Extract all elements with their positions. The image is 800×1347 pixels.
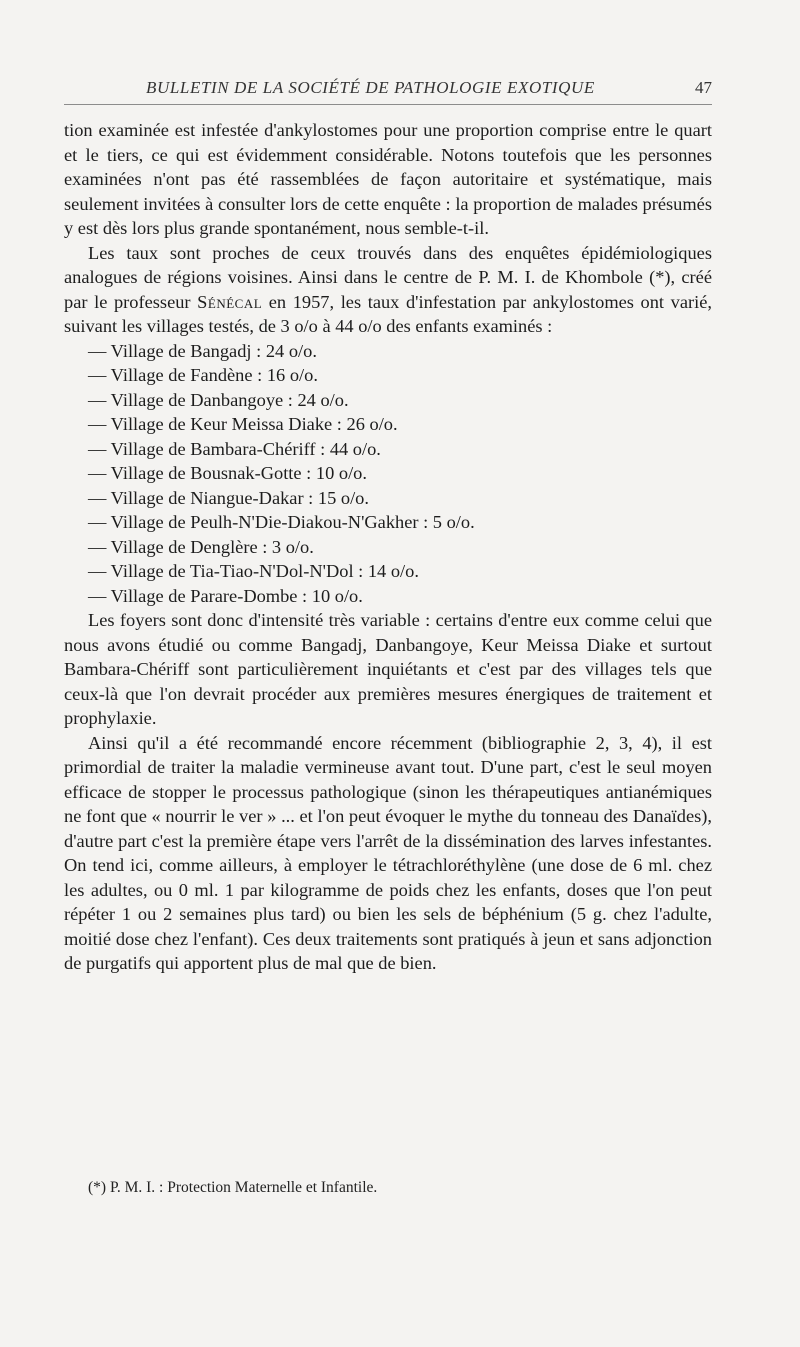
running-header xyxy=(64,74,712,104)
paragraph-2-part-a: Les taux sont proches de ceux trouvés dans des enquêtes épidémiologiques analogues de régions voisines. Ainsi dans le centre de P. M. I. de Khombole (*), créé par le professeur xyxy=(64,242,712,312)
list-item: — Village de Denglère : 3 o/o. xyxy=(88,536,314,557)
page-number: 47 xyxy=(695,78,712,97)
footnote: (*) P. M. I. : Protection Maternelle et Infantile. xyxy=(88,1179,378,1196)
list-item: — Village de Bousnak-Gotte : 10 o/o. xyxy=(88,463,367,483)
author-name: Sénécal xyxy=(197,291,263,312)
list-item: — Village de Keur Meissa Diake : 26 o/o. xyxy=(88,414,398,434)
list-item: — Village de Danbangoye : 24 o/o. xyxy=(88,389,349,410)
paragraph-2-part-b: en 1957, les taux d'infestation par ankylostomes ont varié, suivant les villages testés, de 3 o/o à 44 o/o des enfants examinés : xyxy=(64,291,712,336)
body-text xyxy=(64,118,712,976)
list-item: — Village de Fandène : 16 o/o. xyxy=(88,365,318,385)
paragraph-2 xyxy=(64,241,712,339)
list-item: — Village de Bangadj : 24 o/o. xyxy=(88,340,317,361)
village-list xyxy=(64,339,712,609)
list-item: — Village de Bambara-Chériff : 44 o/o. xyxy=(88,438,381,459)
list-item: — Village de Niangue-Dakar : 15 o/o. xyxy=(88,487,369,508)
paragraph-1: tion examinée est infestée d'ankylostomes pour une proportion comprise entre le quart et le tiers, ce qui est évidemment considérable. Notons toutefois que les personnes examinées n'ont pas été rassemblées de façon autoritaire et systématique, mais seulement invitées à consulter lors de cette enquête : la proportion de malades présumés y est dès lors plus grande spontanément, nous semble-t-il. xyxy=(64,120,712,238)
running-title: BULLETIN DE LA SOCIÉTÉ DE PATHOLOGIE EXOTIQUE xyxy=(146,78,595,97)
paragraph-3: Les foyers sont donc d'intensité très variable : certains d'entre eux comme celui que nous avons étudié ou comme Bangadj, Danbangoye, Keur Meissa Diake et surtout Bambara-Chériff sont particulièrement inquiétants et c'est par des villages tels que ceux-là que l'on devrait procéder aux premières mesures énergiques de traitement et prophylaxie. xyxy=(64,610,712,728)
list-item: — Village de Tia-Tiao-N'Dol-N'Dol : 14 o/o. xyxy=(88,561,419,581)
list-item: — Village de Peulh-N'Die-Diakou-N'Gakher : 5 o/o. xyxy=(88,512,475,532)
list-item: — Village de Parare-Dombe : 10 o/o. xyxy=(88,585,363,606)
paragraph-4: Ainsi qu'il a été recommandé encore récemment (bibliographie 2, 3, 4), il est primordial de traiter la maladie vermineuse avant tout. D'une part, c'est le seul moyen efficace de stopper le processus pathologique (sinon les thérapeutiques antianémiques ne font que « nourrir le ver » ... et l'on peut évoquer le mythe du tonneau des Danaïdes), d'autre part c'est la première étape vers l'arrêt de la dissémination des larves infestantes. On tend ici, comme ailleurs, à employer le tétrachloréthylène (une dose de 6 ml. chez les adultes, ou 0 ml. 1 par kilogramme de poids chez les enfants, doses que l'on peut répéter 1 ou 2 semaines plus tard) ou bien les sels de béphénium (5 g. chez l'adulte, moitié dose chez l'enfant). Ces deux traitements sont pratiqués à jeun et sans adjonction de purgatifs qui apportent plus de mal que de bien. xyxy=(64,732,712,973)
header-rule xyxy=(64,104,712,105)
